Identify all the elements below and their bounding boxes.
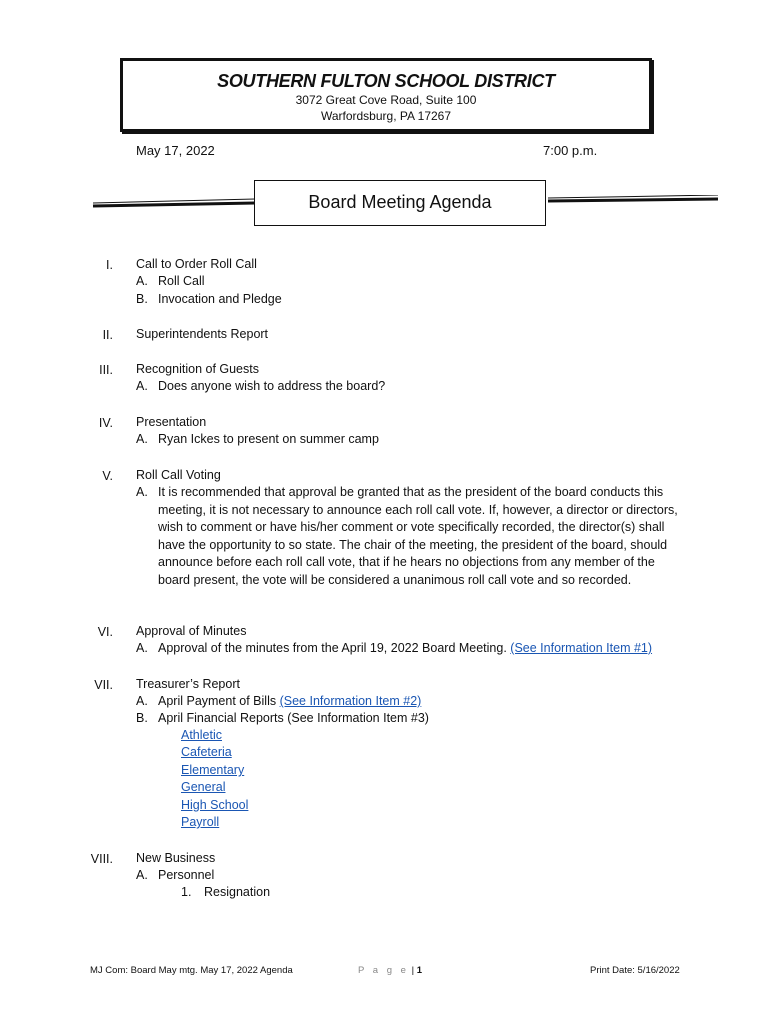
address-line-2: Warfordsburg, PA 17267 [320, 109, 452, 123]
item-number: VII. [94, 678, 113, 692]
information-item-2-link[interactable]: (See Information Item #2) [279, 694, 422, 708]
sub-item: Invocation and Pledge [158, 292, 282, 306]
sub-letter: A. [136, 694, 148, 708]
sub-letter: B. [136, 292, 148, 306]
footer-doc-name: MJ Com: Board May mtg. May 17, 2022 Agenda [90, 965, 293, 976]
report-link-athletic[interactable]: Athletic [181, 728, 222, 742]
item-number: II. [102, 328, 113, 342]
report-link-payroll[interactable]: Payroll [181, 815, 220, 829]
roll-call-paragraph: It is recommended that approval be granted that as the president of the board conducts this meeting, it is not necessary to announce each roll call vote. If, however, a director or directors, wish to comment or have his/her comment or vote specifically recorded, the director(s) shall have the opportunity to so state. The chair of the meeting, the president of the board, should announce before each roll call vote, that if he hears no objections from any member of the board present, the vote will be considered a unanimous roll call vote and so recorded. [158, 485, 678, 587]
sub-item: Ryan Ickes to present on summer camp [158, 432, 379, 446]
sub-item: Personnel [158, 868, 215, 882]
sub-item: April Financial Reports (See Information Item #3) [158, 711, 429, 725]
sub-item: Does anyone wish to address the board? [158, 379, 386, 393]
district-header-box [120, 58, 652, 132]
item-title: Presentation [136, 415, 207, 429]
minutes-text: Approval of the minutes from the April 19, 2022 Board Meeting. [158, 641, 507, 655]
item-title: Approval of Minutes [136, 624, 247, 638]
item-number: I. [106, 258, 113, 272]
sub-letter: A. [136, 274, 148, 288]
bills-text: April Payment of Bills [158, 694, 277, 708]
sub-letter: A. [136, 485, 148, 499]
item-number: III. [99, 363, 113, 377]
footer-page [358, 965, 422, 976]
item-number: V. [102, 469, 113, 483]
sub-number: 1. [181, 885, 192, 899]
agenda-title: Board Meeting Agenda [254, 180, 546, 226]
footer-print-date: Print Date: 5/16/2022 [590, 965, 680, 976]
sub-sub-item: Resignation [204, 885, 271, 899]
report-link-cafeteria[interactable]: Cafeteria [181, 745, 232, 759]
item-number: IV. [98, 416, 113, 430]
sub-item [158, 693, 421, 711]
item-title: Superintendents Report [136, 327, 269, 341]
sub-item: Roll Call [158, 274, 205, 288]
page-separator: | [411, 965, 415, 976]
sub-letter: A. [136, 432, 148, 446]
meeting-date: May 17, 2022 [136, 143, 215, 158]
report-link-high-school[interactable]: High School [181, 798, 249, 812]
item-title: Roll Call Voting [136, 468, 221, 482]
information-item-1-link[interactable]: (See Information Item #1) [510, 641, 653, 655]
sub-item [158, 640, 652, 658]
page-label: P a g e [358, 965, 409, 976]
sub-letter: A. [136, 868, 148, 882]
item-number: VI. [97, 625, 113, 639]
report-link-general[interactable]: General [181, 780, 226, 794]
meeting-time: 7:00 p.m. [543, 143, 598, 158]
item-title: Recognition of Guests [136, 362, 259, 376]
sub-letter: A. [136, 379, 148, 393]
district-name: SOUTHERN FULTON SCHOOL DISTRICT [217, 71, 555, 91]
address-line-1: 3072 Great Cove Road, Suite 100 [295, 93, 477, 107]
report-link-elementary[interactable]: Elementary [181, 763, 245, 777]
page-number: 1 [416, 965, 422, 976]
sub-letter: A. [136, 641, 148, 655]
item-title: Call to Order Roll Call [136, 257, 257, 271]
item-title: New Business [136, 851, 216, 865]
sub-letter: B. [136, 711, 148, 725]
item-title: Treasurer’s Report [136, 677, 240, 691]
item-number: VIII. [90, 852, 113, 866]
